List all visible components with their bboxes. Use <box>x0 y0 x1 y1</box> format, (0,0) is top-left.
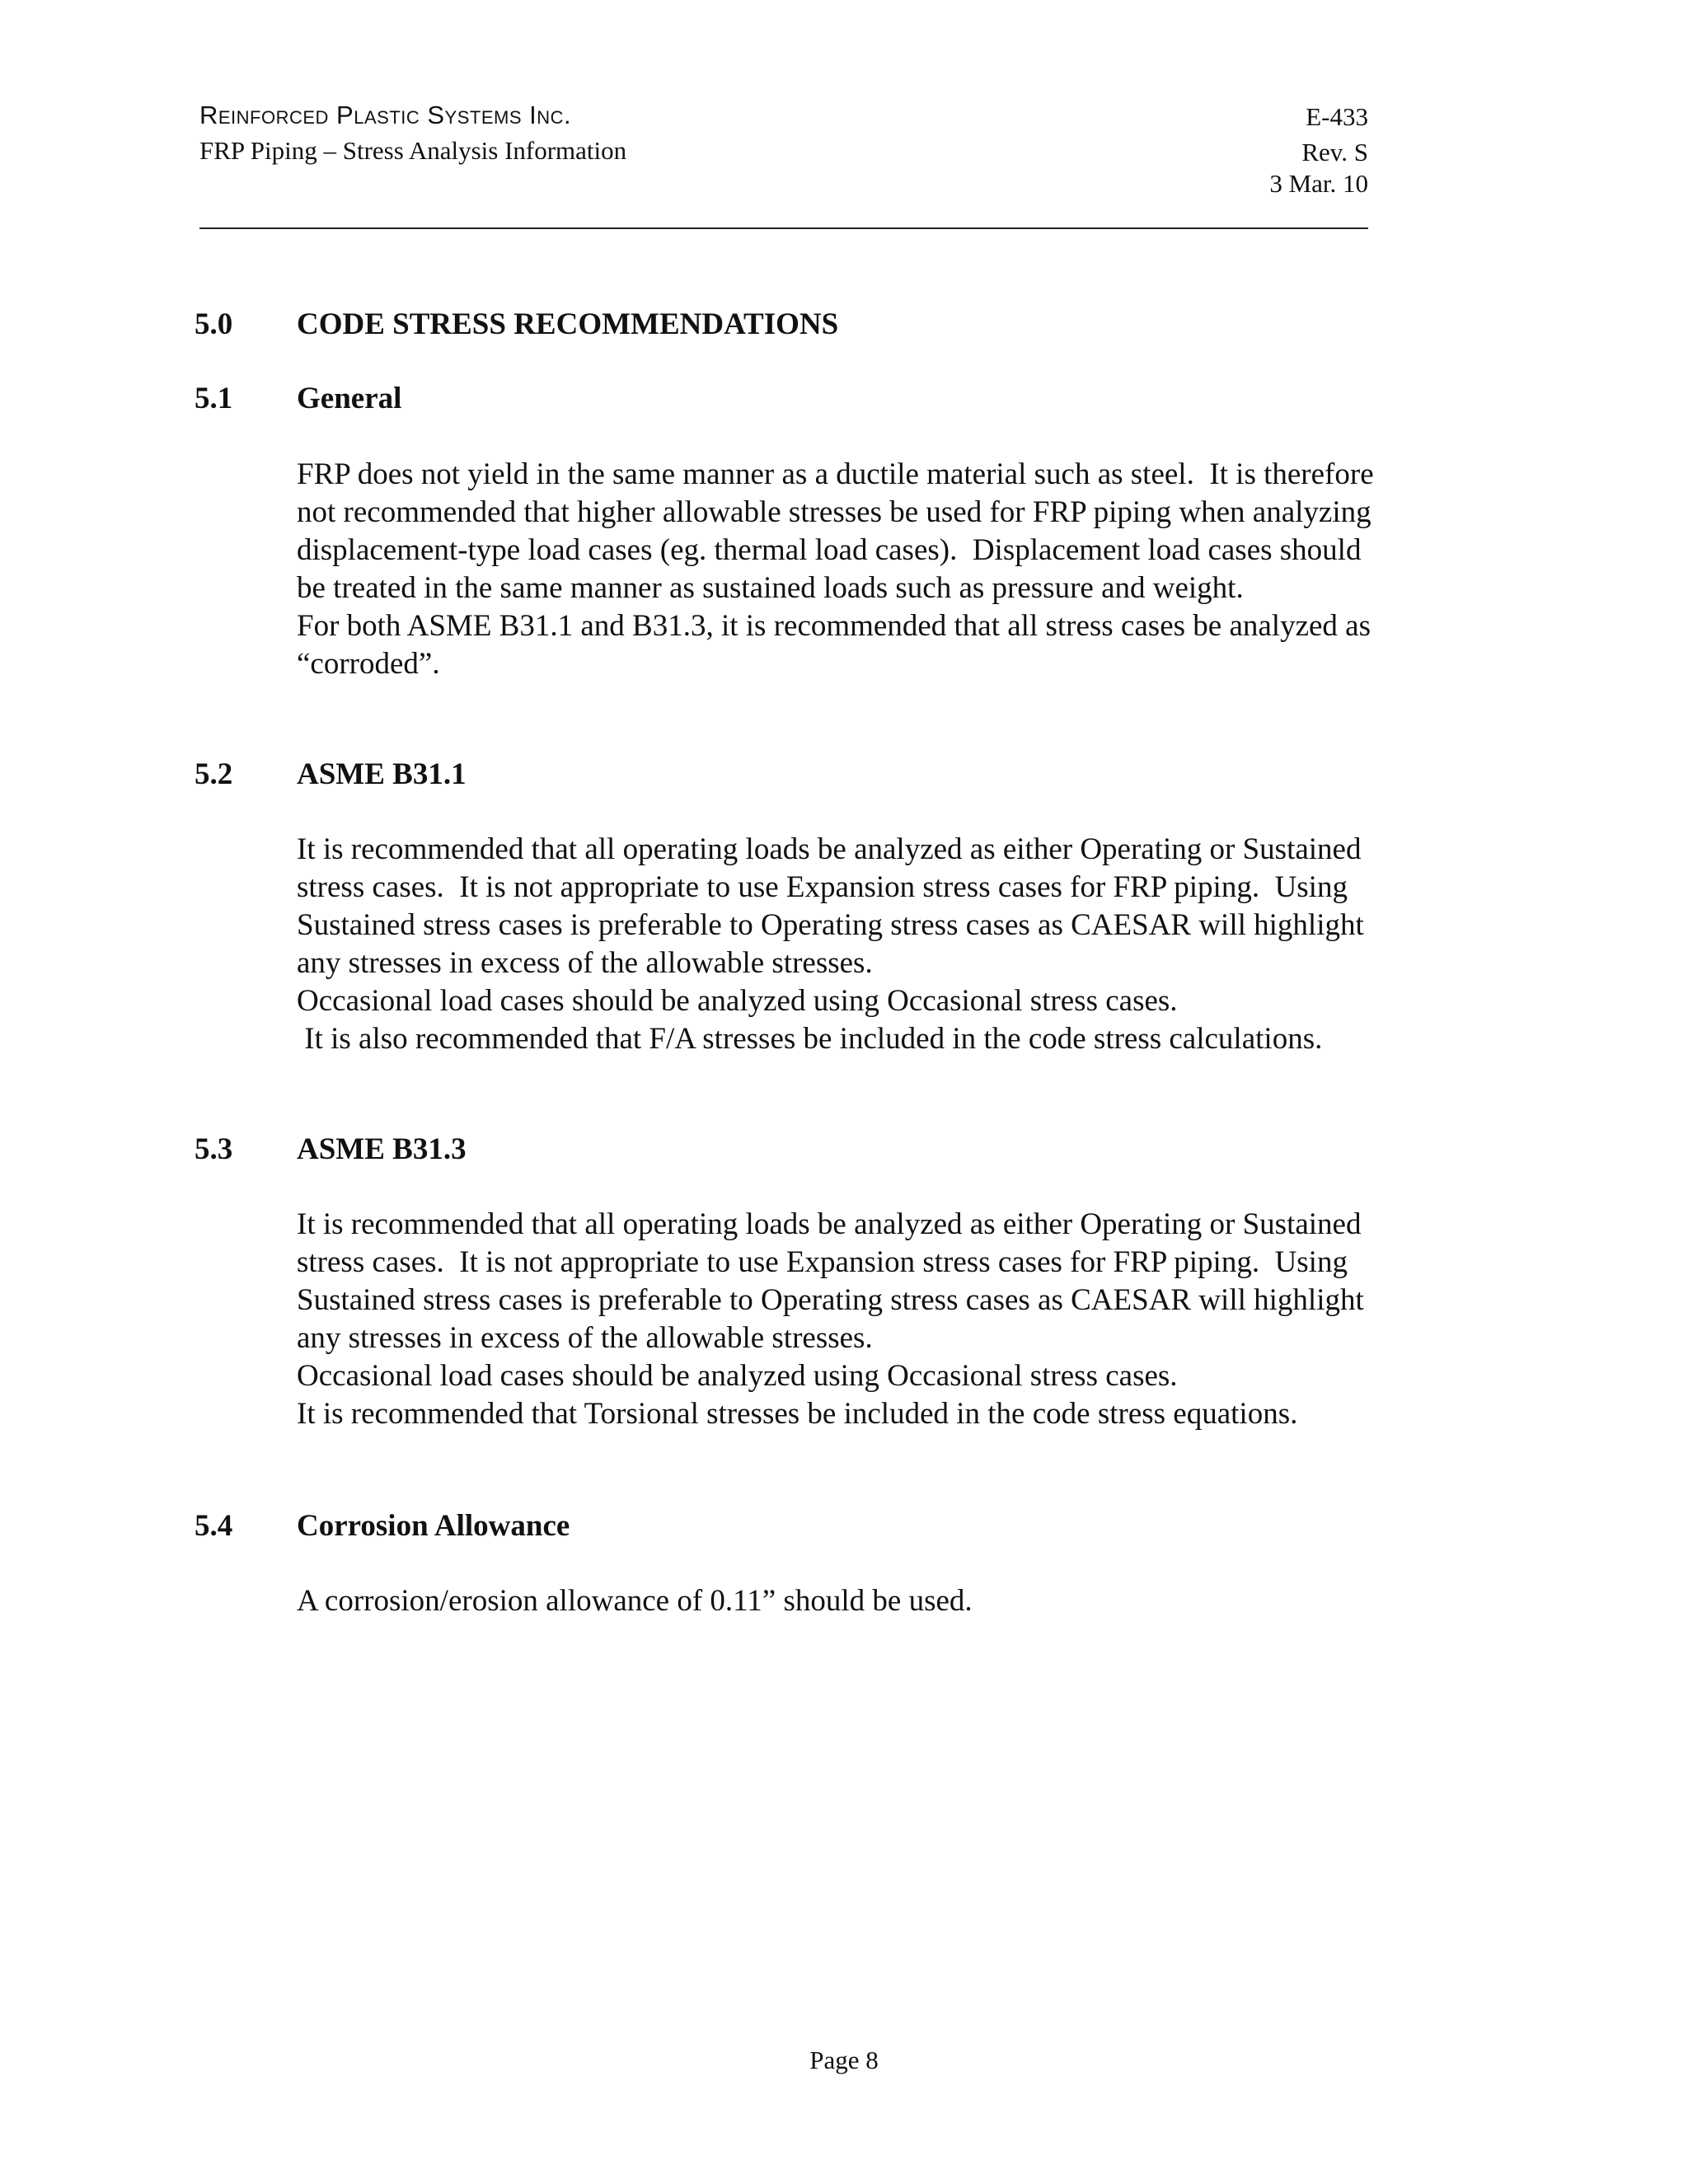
body-line: Occasional load cases should be analyzed using Occasional stress cases. <box>297 1359 1178 1393</box>
section-title: CODE STRESS RECOMMENDATIONS <box>297 307 839 341</box>
section-heading-5-0 <box>195 307 838 342</box>
body-line: It is recommended that all operating loads be analyzed as either Operating or Sustained <box>297 1207 1362 1241</box>
section-title: General <box>297 382 402 415</box>
section-body-5-3 <box>297 1206 1484 1433</box>
body-line: It is also recommended that F/A stresses be included in the code stress calculations. <box>297 1022 1323 1056</box>
section-heading-5-1 <box>195 381 401 416</box>
body-line: displacement-type load cases (eg. thermal load cases). Displacement load cases should <box>297 533 1362 567</box>
body-line: any stresses in excess of the allowable stresses. <box>297 946 873 980</box>
body-line: Occasional load cases should be analyzed using Occasional stress cases. <box>297 984 1178 1018</box>
body-line: It is recommended that all operating loads be analyzed as either Operating or Sustained <box>297 832 1362 866</box>
body-line: For both ASME B31.1 and B31.3, it is recommended that all stress cases be analyzed as <box>297 609 1371 643</box>
section-heading-5-3 <box>195 1132 467 1167</box>
body-line: be treated in the same manner as sustained loads such as pressure and weight. <box>297 571 1244 605</box>
section-body-5-1 <box>297 456 1484 683</box>
body-line: “corroded”. <box>297 647 440 681</box>
section-number: 5.1 <box>195 382 233 415</box>
section-number: 5.0 <box>195 307 233 341</box>
company-name: Reinforced Plastic Systems Inc. <box>199 101 572 129</box>
document-number: E-433 <box>1306 102 1368 131</box>
section-number: 5.2 <box>195 757 233 791</box>
body-line: not recommended that higher allowable stresses be used for FRP piping when analyzing <box>297 495 1372 529</box>
body-line: stress cases. It is not appropriate to use Expansion stress cases for FRP piping. Using <box>297 870 1348 904</box>
body-line: It is recommended that Torsional stresses be included in the code stress equations. <box>297 1397 1298 1431</box>
section-heading-5-4 <box>195 1508 570 1544</box>
section-body-5-2 <box>297 831 1484 1058</box>
section-number: 5.3 <box>195 1132 233 1166</box>
document-subtitle: FRP Piping – Stress Analysis Information <box>199 136 627 165</box>
body-line: A corrosion/erosion allowance of 0.11” should be used. <box>297 1584 973 1618</box>
header-divider <box>199 227 1368 229</box>
body-line: any stresses in excess of the allowable stresses. <box>297 1321 873 1355</box>
body-line: Sustained stress cases is preferable to Operating stress cases as CAESAR will highlight <box>297 908 1364 942</box>
section-number: 5.4 <box>195 1509 233 1543</box>
section-title: Corrosion Allowance <box>297 1509 570 1543</box>
section-title: ASME B31.1 <box>297 757 467 791</box>
body-line: Sustained stress cases is preferable to Operating stress cases as CAESAR will highlight <box>297 1283 1364 1317</box>
revision-date: 3 Mar. 10 <box>1269 169 1368 198</box>
section-title: ASME B31.3 <box>297 1132 467 1166</box>
page-number: Page 8 <box>809 2046 879 2074</box>
revision-label: Rev. S <box>1301 138 1368 166</box>
body-line: stress cases. It is not appropriate to use Expansion stress cases for FRP piping. Using <box>297 1245 1348 1279</box>
body-line: FRP does not yield in the same manner as a ductile material such as steel. It is therefore <box>297 457 1374 491</box>
section-heading-5-2 <box>195 757 467 792</box>
section-body-5-4 <box>297 1582 1484 1620</box>
